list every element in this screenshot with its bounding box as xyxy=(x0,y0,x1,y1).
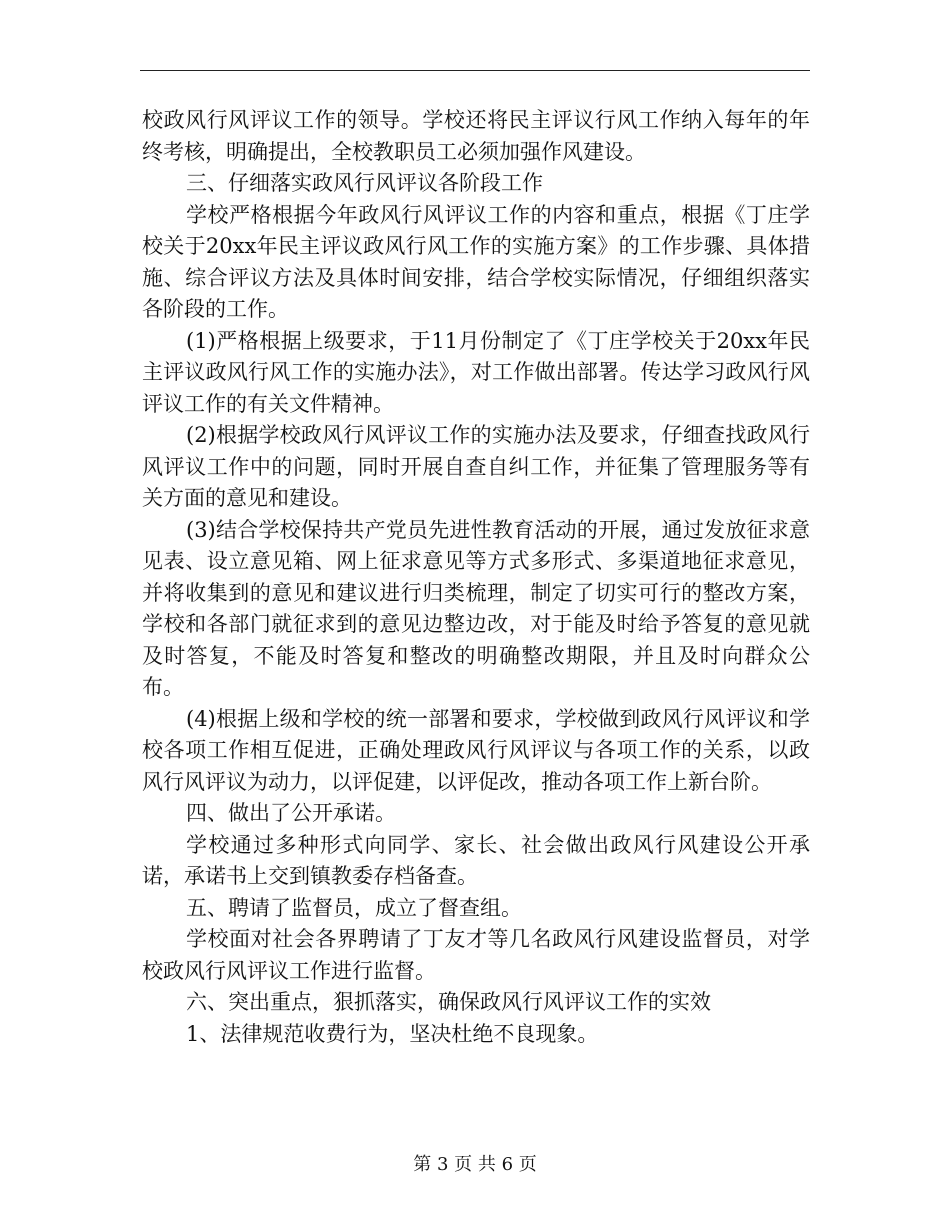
page-number: 第 3 页 共 6 页 xyxy=(413,1154,537,1175)
list-item: (2)根据学校政风行风评议工作的实施办法及要求，仔细查找政风行风评议工作中的问题，同时开展自查自纠工作，并征集了管理服务等有关方面的意见和建设。 xyxy=(142,423,810,510)
subsection-heading: 1、法律规范收费行为，坚决杜绝不良现象。 xyxy=(186,1021,599,1046)
section-heading: 四、做出了公开承诺。 xyxy=(186,801,396,825)
paragraph: 学校严格根据今年政风行风评议工作的内容和重点，根据《丁庄学校关于20xx年民主评议政风行风工作的实施方案》的工作步骤、具体措施、综合评议方法及具体时间安排，结合学校实际情况，仔细组织落实各阶段的工作。 xyxy=(142,202,810,321)
list-item: (3)结合学校保持共产党员先进性教育活动的开展，通过发放征求意见表、设立意见箱、网上征求意见等方式多形式、多渠道地征求意见，并将收集到的意见和建议进行归类梳理，制定了切实可行的整改方案，学校和各部门就征求到的意见边整边改，对于能及时给予答复的意见就及时答复，不能及时答复和整改的明确整改期限，并且及时向群众公布。 xyxy=(142,517,810,699)
paragraph: 学校面对社会各界聘请了丁友才等几名政风行风建设监督员，对学校政风行风评议工作进行监督。 xyxy=(142,927,810,983)
paragraph: 学校通过多种形式向同学、家长、社会做出政风行风建设公开承诺，承诺书上交到镇教委存档备查。 xyxy=(142,832,810,888)
list-item: (4)根据上级和学校的统一部署和要求，学校做到政风行风评议和学校各项工作相互促进，正确处理政风行风评议与各项工作的关系，以政风行风评议为动力，以评促建，以评促改，推动各项工作上新台阶。 xyxy=(142,706,810,794)
section-heading: 五、聘请了监督员，成立了督查组。 xyxy=(186,895,522,920)
header-rule xyxy=(140,70,810,71)
paragraph: 校政风行风评议工作的领导。学校还将民主评议行风工作纳入每年的年终考核，明确提出，全校教职员工必须加强作风建设。 xyxy=(142,108,810,164)
document-body xyxy=(142,105,810,1050)
section-heading: 三、仔细落实政风行风评议各阶段工作 xyxy=(186,171,543,195)
list-item: (1)严格根据上级要求，于11月份制定了《丁庄学校关于20xx年民主评议政风行风工作的实施办法》，对工作做出部署。传达学习政风行风评议工作的有关文件精神。 xyxy=(142,328,810,416)
section-heading: 六、突出重点，狠抓落实，确保政风行风评议工作的实效 xyxy=(186,990,711,1014)
